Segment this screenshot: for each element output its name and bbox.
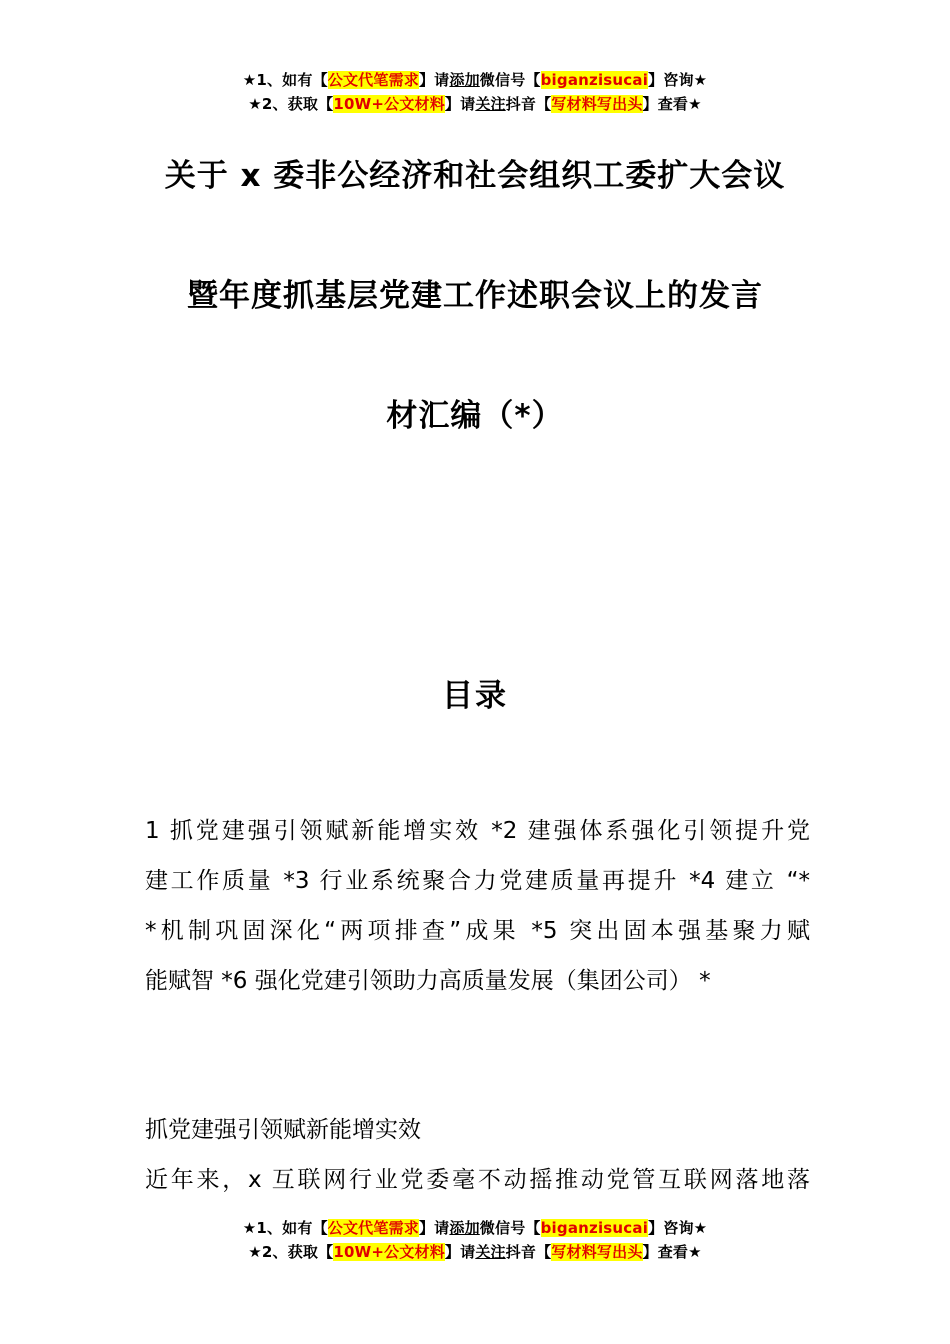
toc-row: 能赋智 *6 强化党建引领助力高质量发展（集团公司） * xyxy=(145,968,711,994)
banner-wechat-id: biganzisucai xyxy=(540,71,649,89)
body-paragraph: 近年来，x 互联网行业党委毫不动摇推动党管互联网落地落 xyxy=(145,1167,810,1193)
banner-douyin-name: 写材料写出头 xyxy=(551,95,643,113)
document-title-line-2: 暨年度抓基层党建工作述职会议上的发言 xyxy=(187,278,763,314)
banner-underlined: 关注 xyxy=(475,95,506,113)
banner-underlined: 添加 xyxy=(449,1219,480,1237)
document-title-line-3: 材汇编（*） xyxy=(386,398,564,434)
banner-underlined: 添加 xyxy=(449,71,480,89)
banner-line-1: ★1、如有【公文代笔需求】请添加微信号【biganzisucai】咨询★ xyxy=(242,71,708,89)
banner-underlined: 关注 xyxy=(475,1243,506,1261)
header-banner xyxy=(0,68,950,116)
section-title: 抓党建强引领赋新能增实效 xyxy=(145,1117,421,1143)
banner-highlight: 公文代笔需求 xyxy=(327,1219,419,1237)
banner-line-1: ★1、如有【公文代笔需求】请添加微信号【biganzisucai】咨询★ xyxy=(242,1219,708,1237)
banner-line-2: ★2、获取【10W+公文材料】请关注抖音【写材料写出头】查看★ xyxy=(248,1243,702,1261)
toc-row: 建工作质量 *3 行业系统聚合力党建质量再提升 *4 建立 “* xyxy=(145,868,810,894)
banner-douyin-name: 写材料写出头 xyxy=(551,1243,643,1261)
banner-highlight: 10W+公文材料 xyxy=(333,1243,445,1261)
footer-banner xyxy=(0,1216,950,1264)
toc-heading: 目录 xyxy=(442,678,508,714)
document-title-line-1: 关于 x 委非公经济和社会组织工委扩大会议 xyxy=(164,158,786,194)
toc-row: 1 抓党建强引领赋新能增实效 *2 建强体系强化引领提升党 xyxy=(145,818,810,844)
banner-highlight: 10W+公文材料 xyxy=(333,95,445,113)
banner-line-2: ★2、获取【10W+公文材料】请关注抖音【写材料写出头】查看★ xyxy=(248,95,702,113)
table-of-contents xyxy=(145,806,810,1006)
banner-wechat-id: biganzisucai xyxy=(540,1219,649,1237)
toc-row: *机制巩固深化“两项排查”成果 *5 突出固本强基聚力赋 xyxy=(145,918,810,944)
banner-highlight: 公文代笔需求 xyxy=(327,71,419,89)
